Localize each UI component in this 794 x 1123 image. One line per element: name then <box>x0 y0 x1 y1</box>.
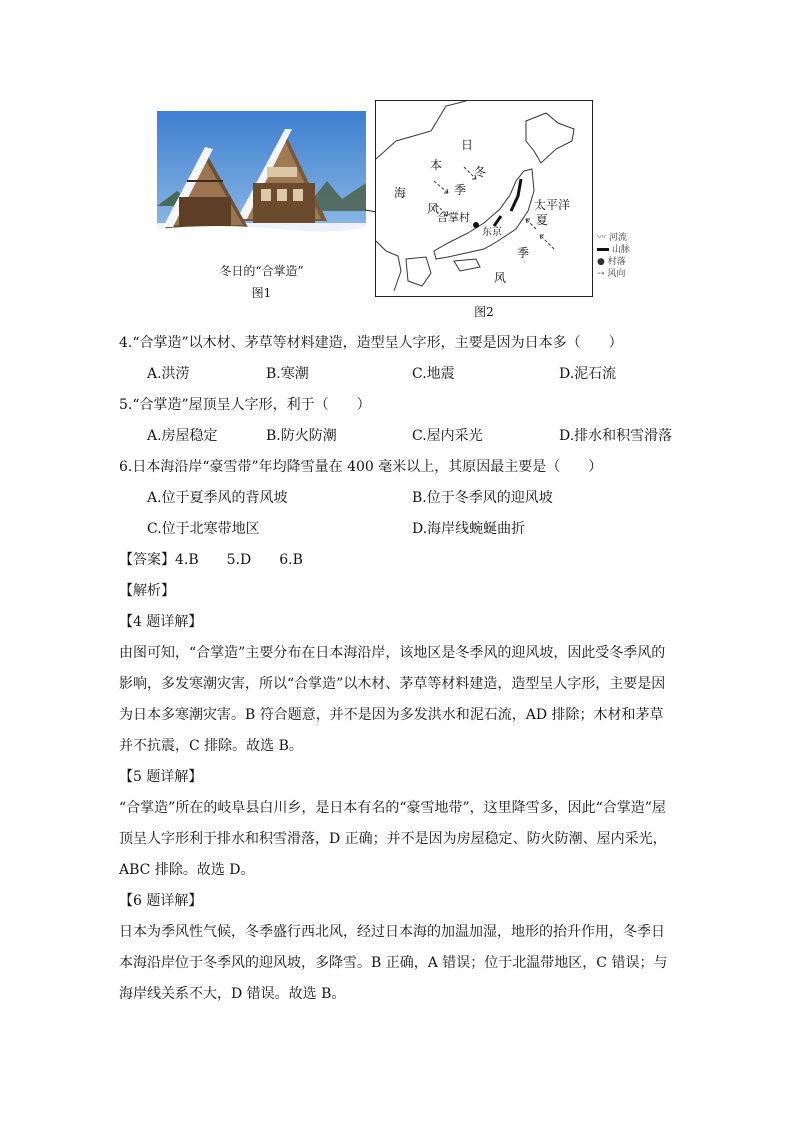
section-4-line-3: 为日本多寒潮灾害。B 符合题意，并不是因为多发洪水和泥石流，AD 排除；木材和茅草 <box>119 707 664 723</box>
river-symbol-icon: 〰 <box>597 233 607 243</box>
question-5-stem: 5.“合掌造”屋顶呈人字形，利于（ ） <box>119 397 371 413</box>
legend-mountain: 山脉 <box>597 244 630 256</box>
answer-line: 【答案】4.B 5.D 6.B <box>119 552 303 568</box>
gassho-house-photo <box>157 111 366 255</box>
map-label-ri: 日 <box>461 138 474 152</box>
section-6-line-2: 本海沿岸位于冬季风的迎风坡，多降雪。B 正确，A 错误；位于北温带地区，C 错误；与 <box>119 955 668 971</box>
section-5-line-2: 顶呈人字形利于排水和积雪滑落，D 正确；并不是因为房屋稳定、防火防潮、屋内采光， <box>119 831 667 847</box>
map-label-village: 合掌村 <box>437 211 470 224</box>
section-5-title: 【5 题详解】 <box>119 769 203 785</box>
map-label-ben: 本 <box>430 158 443 172</box>
map-label-pacific: 太平洋 <box>534 198 571 212</box>
q6-option-c: C.位于北寒带地区 <box>147 521 260 537</box>
figure1-label: 图1 <box>251 286 272 300</box>
map-label-xia: 夏 <box>536 213 549 227</box>
map-label-dong: 冬 <box>474 165 487 179</box>
map-label-feng2: 风 <box>494 271 507 285</box>
map-label-hai: 海 <box>394 186 407 200</box>
legend-wind: ⇢ 风向 <box>597 269 626 279</box>
q5-option-a: A.房屋稳定 <box>147 428 218 444</box>
section-5-line-3: ABC 排除。故选 D。 <box>119 862 255 878</box>
section-6-line-3: 海岸线关系不大，D 错误。故选 B。 <box>119 986 346 1002</box>
q4-option-c: C.地震 <box>412 366 455 382</box>
analysis-title: 【解析】 <box>119 583 175 599</box>
section-5-line-1: “合掌造”所在的岐阜县白川乡，是日本有名的“豪雪地带”，这里降雪多，因此“合掌造”屋 <box>119 800 666 816</box>
photo-caption: 冬日的“合掌造” <box>219 264 304 278</box>
section-4-line-4: 并不抗震，C 排除。故选 B。 <box>119 738 303 754</box>
section-4-line-1: 由图可知，“合掌造”主要分布在日本海沿岸，该地区是冬季风的迎风坡，因此受冬季风的 <box>119 645 666 661</box>
figure2-label: 图2 <box>474 305 494 319</box>
wind-arrow-icon: ⇢ <box>597 269 605 279</box>
village-symbol-icon: ● <box>597 257 605 267</box>
gassho-house-illustration <box>157 111 366 255</box>
legend-village: ● 村落 <box>597 257 626 267</box>
q4-option-b: B.寒潮 <box>266 366 309 382</box>
q6-option-b: B.位于冬季风的迎风坡 <box>412 490 553 506</box>
mountain-symbol-icon <box>597 248 609 251</box>
q5-option-b: B.防火防潮 <box>266 428 337 444</box>
question-4-stem: 4.“合掌造”以木材、茅草等材料建造，造型呈人字形，主要是因为日本多（ ） <box>119 335 623 351</box>
section-6-title: 【6 题详解】 <box>119 893 203 909</box>
q4-option-d: D.泥石流 <box>559 366 617 382</box>
q4-option-a: A.洪涝 <box>147 366 190 382</box>
section-4-title: 【4 题详解】 <box>119 614 203 630</box>
q5-option-c: C.屋内采光 <box>412 428 483 444</box>
question-6-stem: 6.日本海沿岸“豪雪带”年均降雪量在 400 毫米以上，其原因最主要是（ ） <box>119 459 603 475</box>
section-4-line-2: 影响，多发寒潮灾害，所以“合掌造”以木材、茅草等材料建造，造型呈人字形，主要是因 <box>119 676 666 692</box>
map-label-feng1: 风 <box>427 202 440 216</box>
q5-option-d: D.排水和积雪滑落 <box>559 428 673 444</box>
legend-river: 〰 河流 <box>597 233 627 243</box>
map-label-tokyo: 东京 <box>482 227 502 238</box>
q6-option-d: D.海岸线蜿蜒曲折 <box>412 521 526 537</box>
section-6-line-1: 日本为季风性气候，冬季盛行西北风，经过日本海的加温加湿，地形的抬升作用，冬季日 <box>119 924 665 940</box>
map-label-ji2: 季 <box>517 246 530 260</box>
map-label-ji1: 季 <box>454 183 467 197</box>
q6-option-a: A.位于夏季风的背风坡 <box>147 490 288 506</box>
map-legend <box>597 232 630 280</box>
